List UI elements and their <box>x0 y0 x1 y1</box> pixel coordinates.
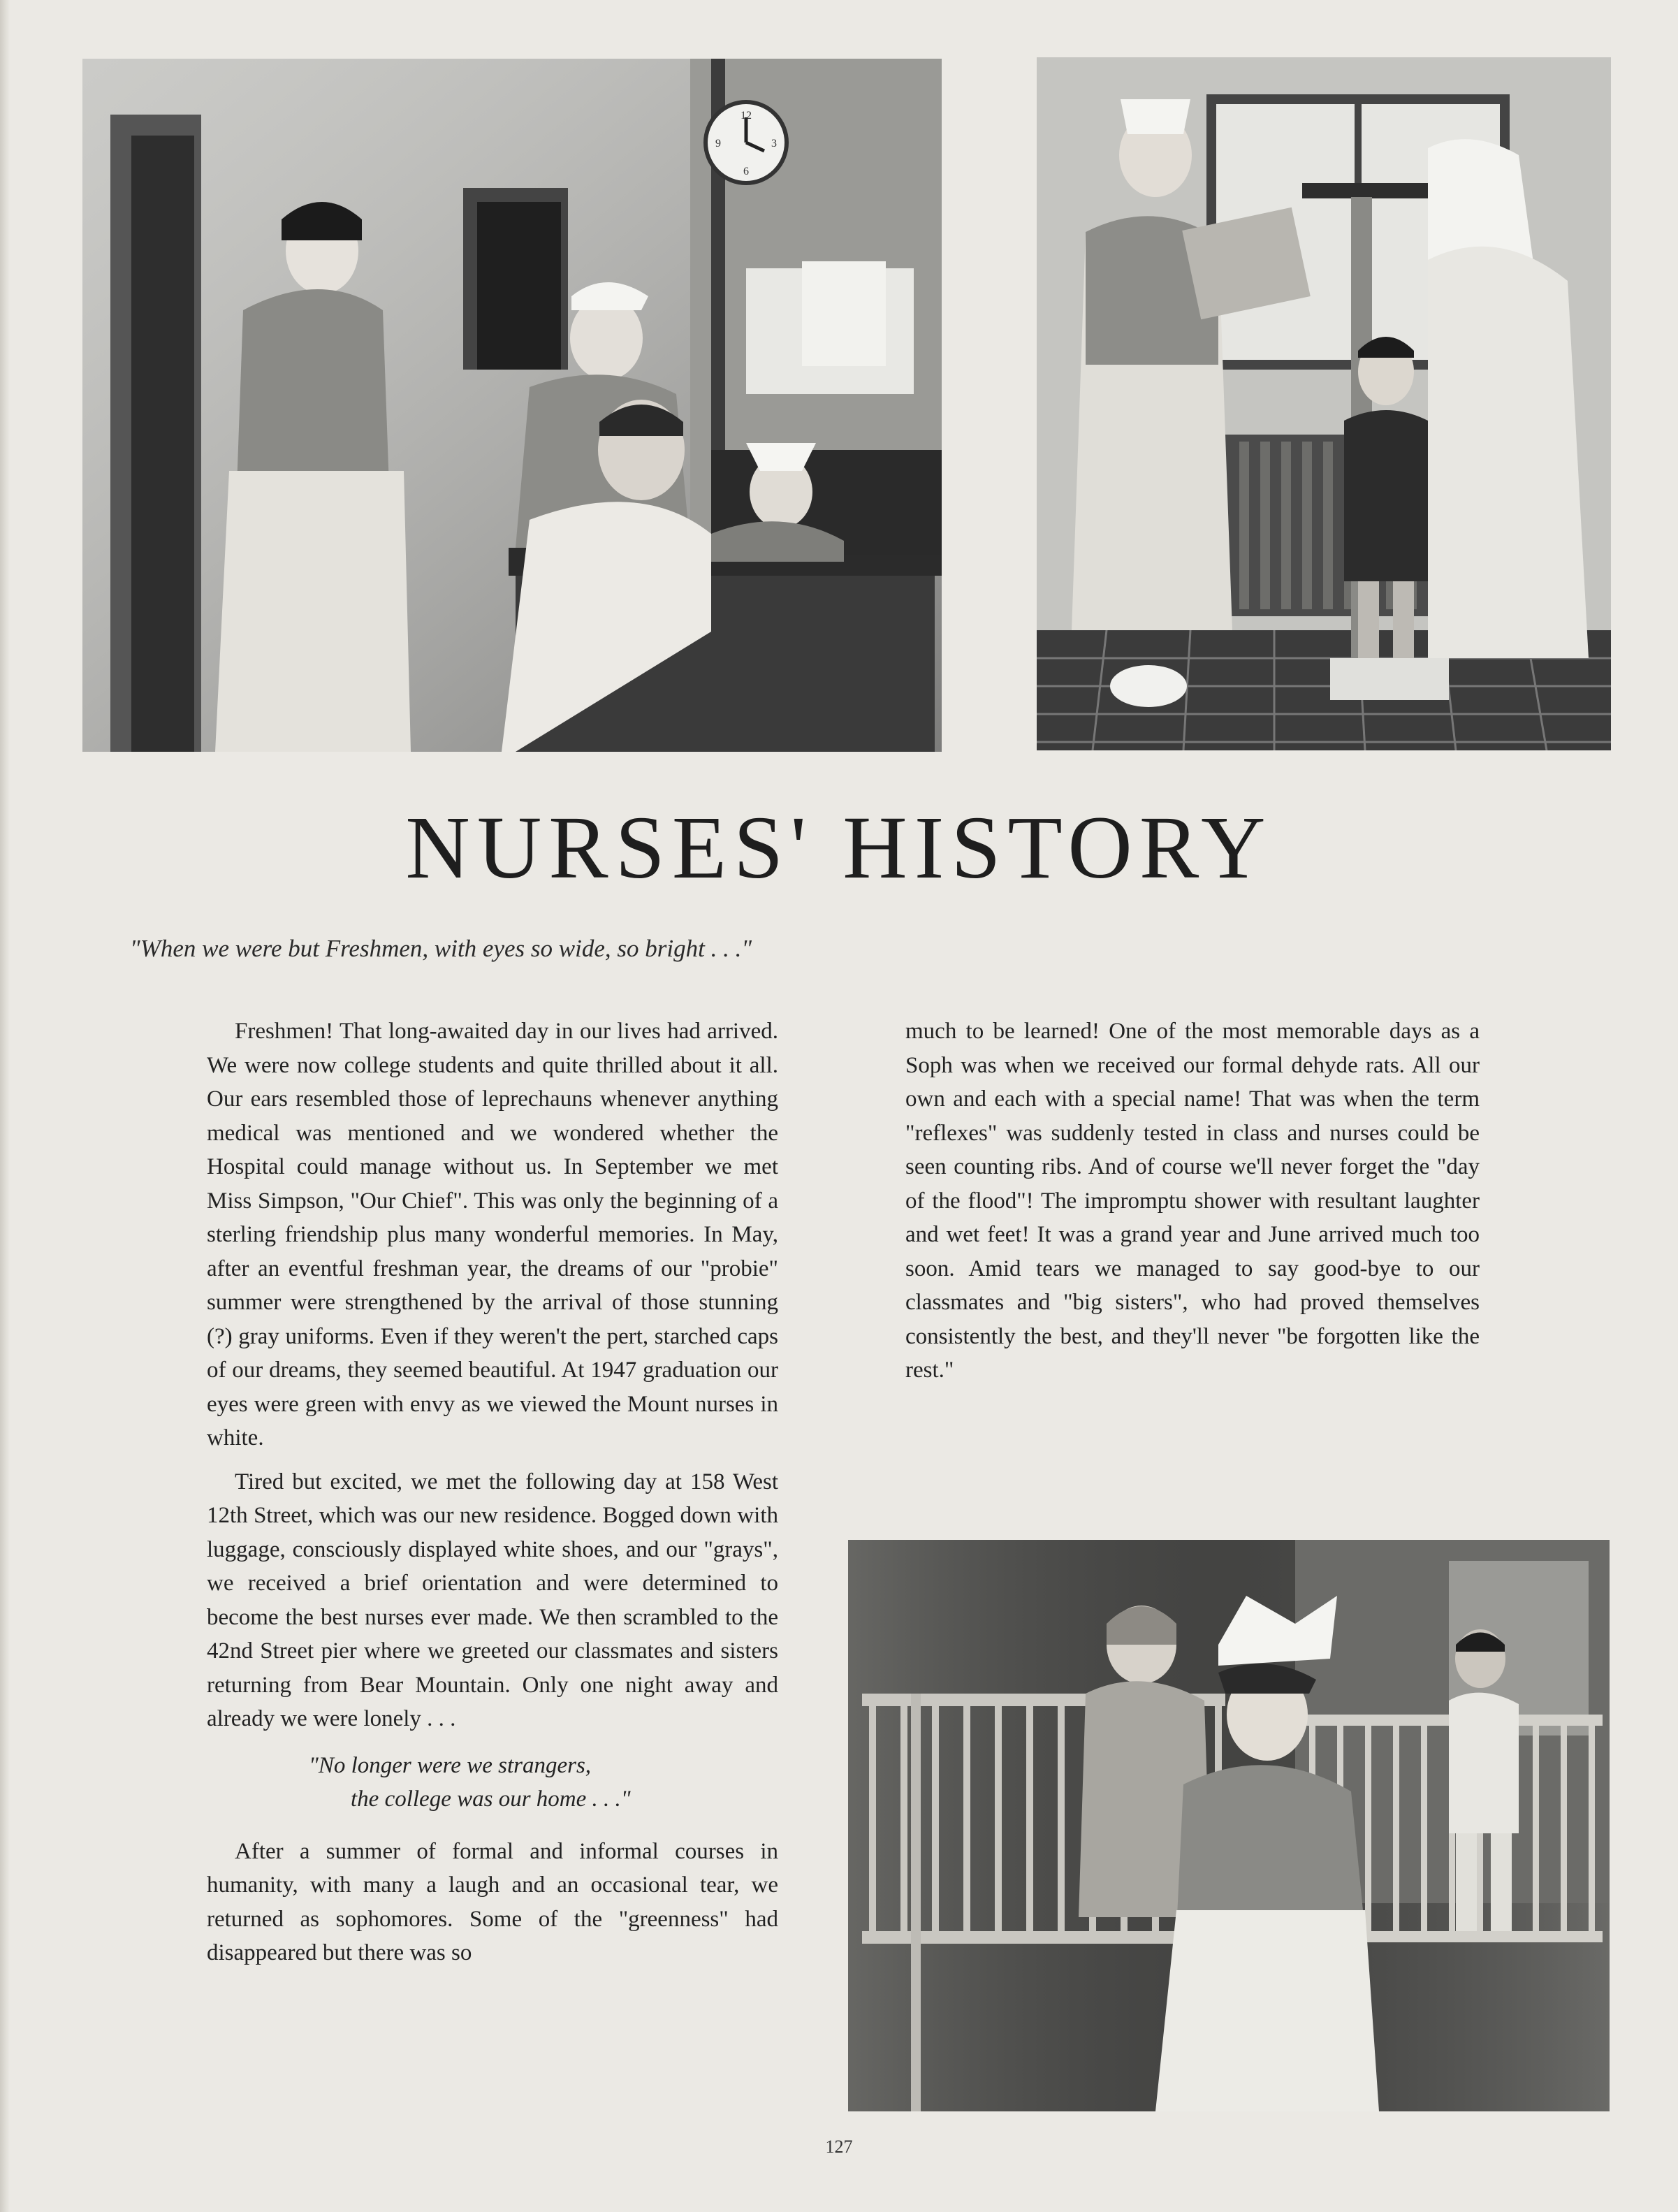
clock-numeral-9: 9 <box>715 138 721 150</box>
photo-nurses-at-desk <box>82 59 942 752</box>
right-text-column <box>905 1014 1480 1397</box>
verse-quote-line-2: the college was our home . . ." <box>351 1787 631 1812</box>
photo-nurses-at-desk-image <box>82 59 942 752</box>
clock-numeral-12: 12 <box>740 110 752 122</box>
page-number: 127 <box>825 2137 853 2157</box>
verse-quote-line-1: "No longer were we strangers, <box>309 1752 592 1778</box>
photo-child-on-scale-image <box>1037 57 1611 750</box>
verse-quote <box>207 1749 778 1817</box>
right-paragraph-1: much to be learned! One of the most memorable days as a Soph was when we received our formal dehyde rats. All our own and each with a special name! That was when the term "reflexes" was suddenly tested in class and nurses could be seen counting ribs. And of course we'll never forget the "day of the flood"! The impromptu shower with resultant laughter and wet feet! It was a grand year and June arrived much too soon. Amid tears we managed to say good-bye to our classmates and "big sisters", who had proved themselves consistently the best, and they'll never "be forgotten like the rest." <box>905 1019 1480 1383</box>
left-text-column <box>207 1014 778 1980</box>
page-spine <box>0 0 10 2212</box>
clock-numeral-3: 3 <box>771 138 777 150</box>
page-title: NURSES' HISTORY <box>405 798 1273 897</box>
photo-nurse-with-children-cribs-image <box>848 1540 1610 2111</box>
left-paragraph-2: Tired but excited, we met the following day at 158 West 12th Street, which was our new residence. Bogged down with luggage, consciously displayed white shoes, and our "grays", we received a brief orientation and were determined to become the best nurses ever made. We then scrambled to the 42nd Street pier where we greeted our classmates and sisters returning from Bear Mountain. Only one night away and already we were lonely . . . <box>207 1469 778 1731</box>
photo-child-on-scale <box>1037 57 1611 750</box>
left-paragraph-3: After a summer of formal and informal courses in humanity, with many a laugh and an occasional tear, we returned as sophomores. Some of the "greenness" had disappeared but there was so <box>207 1838 778 1965</box>
photo-nurse-with-children-cribs <box>848 1540 1610 2111</box>
clock-numeral-6: 6 <box>743 166 749 177</box>
page-subtitle: "When we were but Freshmen, with eyes so wide, so bright . . ." <box>130 935 752 962</box>
left-paragraph-1: Freshmen! That long-awaited day in our lives had arrived. We were now college students and quite thrilled about it all. Our ears resembled those of leprechauns whenever anything medical was mentioned and we wondered whether the Hospital could manage without us. In September we met Miss Simpson, "Our Chief". This was only the beginning of a sterling friendship plus many wonderful memories. In May, after an eventful freshman year, the dreams of our "probie" summer were strengthened by the arrival of those stunning (?) gray uniforms. Even if they weren't the pert, starched caps of our dreams, they seemed beautiful. At 1947 graduation our eyes were green with envy as we viewed the Mount nurses in white. <box>207 1019 778 1450</box>
